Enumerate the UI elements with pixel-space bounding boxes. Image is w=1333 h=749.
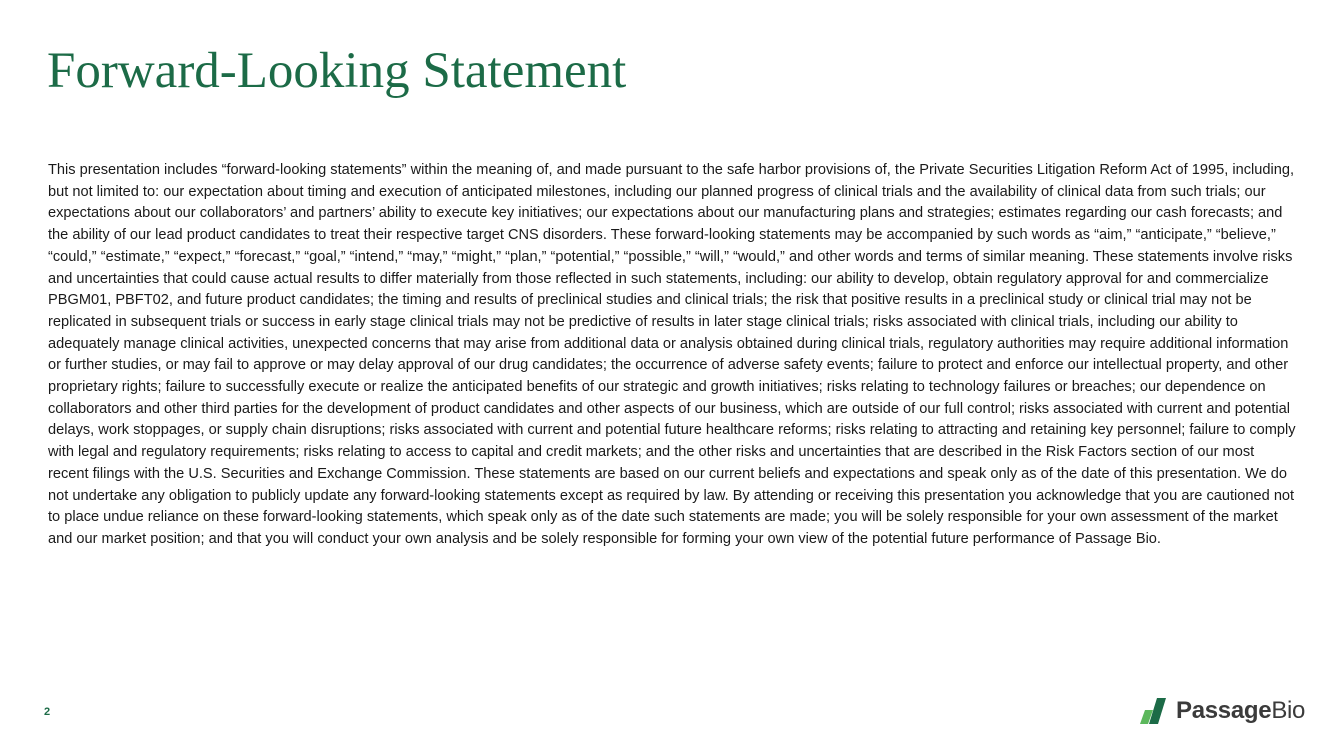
page-number: 2 (44, 706, 51, 718)
passage-bio-mark-icon (1140, 698, 1170, 724)
page-title: Forward-Looking Statement (47, 43, 627, 99)
logo-word-bio: Bio (1271, 697, 1306, 724)
disclaimer-paragraph: This presentation includes “forward-looking statements” within the meaning of, and made pursuant to the safe harbor provisions of, the Private Securities Litigation Reform Act of 1995, including, but not limited to: our expectation about timing and execution of anticipated milestones, including our planned progress of clinical trials and the availability of clinical data from such trials; our expectations about our collaborators’ and partners’ ability to execute key initiatives; our expectations about our manufacturing plans and strategies; estimates regarding our cash forecasts; and the ability of our lead product candidates to treat their respective target CNS disorders. These forward-looking statements may be accompanied by such words as “aim,” “anticipate,” “believe,” “could,” “estimate,” “expect,” “forecast,” “goal,” “intend,” “may,” “might,” “plan,” “potential,” “possible,” “will,” “would,” and other words and terms of similar meaning. These statements involve risks and uncertainties that could cause actual results to differ materially from those reflected in such statements, including: our ability to develop, obtain regulatory approval for and commercialize PBGM01, PBFT02, and future product candidates; the timing and results of preclinical studies and clinical trials; the risk that positive results in a preclinical study or clinical trial may not be replicated in subsequent trials or success in early stage clinical trials may not be predictive of results in later stage clinical trials; risks associated with clinical trials, including our ability to adequately manage clinical activities, unexpected concerns that may arise from additional data or analysis obtained during clinical trials, regulatory authorities may require additional information or further studies, or may fail to approve or may delay approval of our drug candidates; the occurrence of adverse safety events; failure to protect and enforce our intellectual property, and other proprietary rights; failure to successfully execute or realize the anticipated benefits of our strategic and growth initiatives; risks relating to technology failures or breaches; our dependence on collaborators and other third parties for the development of product candidates and other aspects of our business, which are outside of our full control; risks associated with current and potential delays, work stoppages, or supply chain disruptions; risks associated with current and potential future healthcare reforms; risks relating to attracting and retaining key personnel; failure to comply with legal and regulatory requirements; risks relating to access to capital and credit markets; and the other risks and uncertainties that are described in the Risk Factors section of our most recent filings with the U.S. Securities and Exchange Commission. These statements are based on our current beliefs and expectations and speak only as of the date of this presentation. We do not undertake any obligation to publicly update any forward-looking statements except as required by law. By attending or receiving this presentation you acknowledge that you are cautioned not to place undue reliance on these forward-looking statements, which speak only as of the date such statements are made; you will be solely responsible for your own assessment of the market and our market position; and that you will conduct your own analysis and be solely responsible for forming your own view of the potential future performance of Passage Bio. (48, 162, 1296, 547)
passage-bio-logo (1140, 696, 1305, 726)
logo-wordmark (1176, 697, 1305, 725)
logo-word-passage: Passage (1176, 697, 1272, 724)
